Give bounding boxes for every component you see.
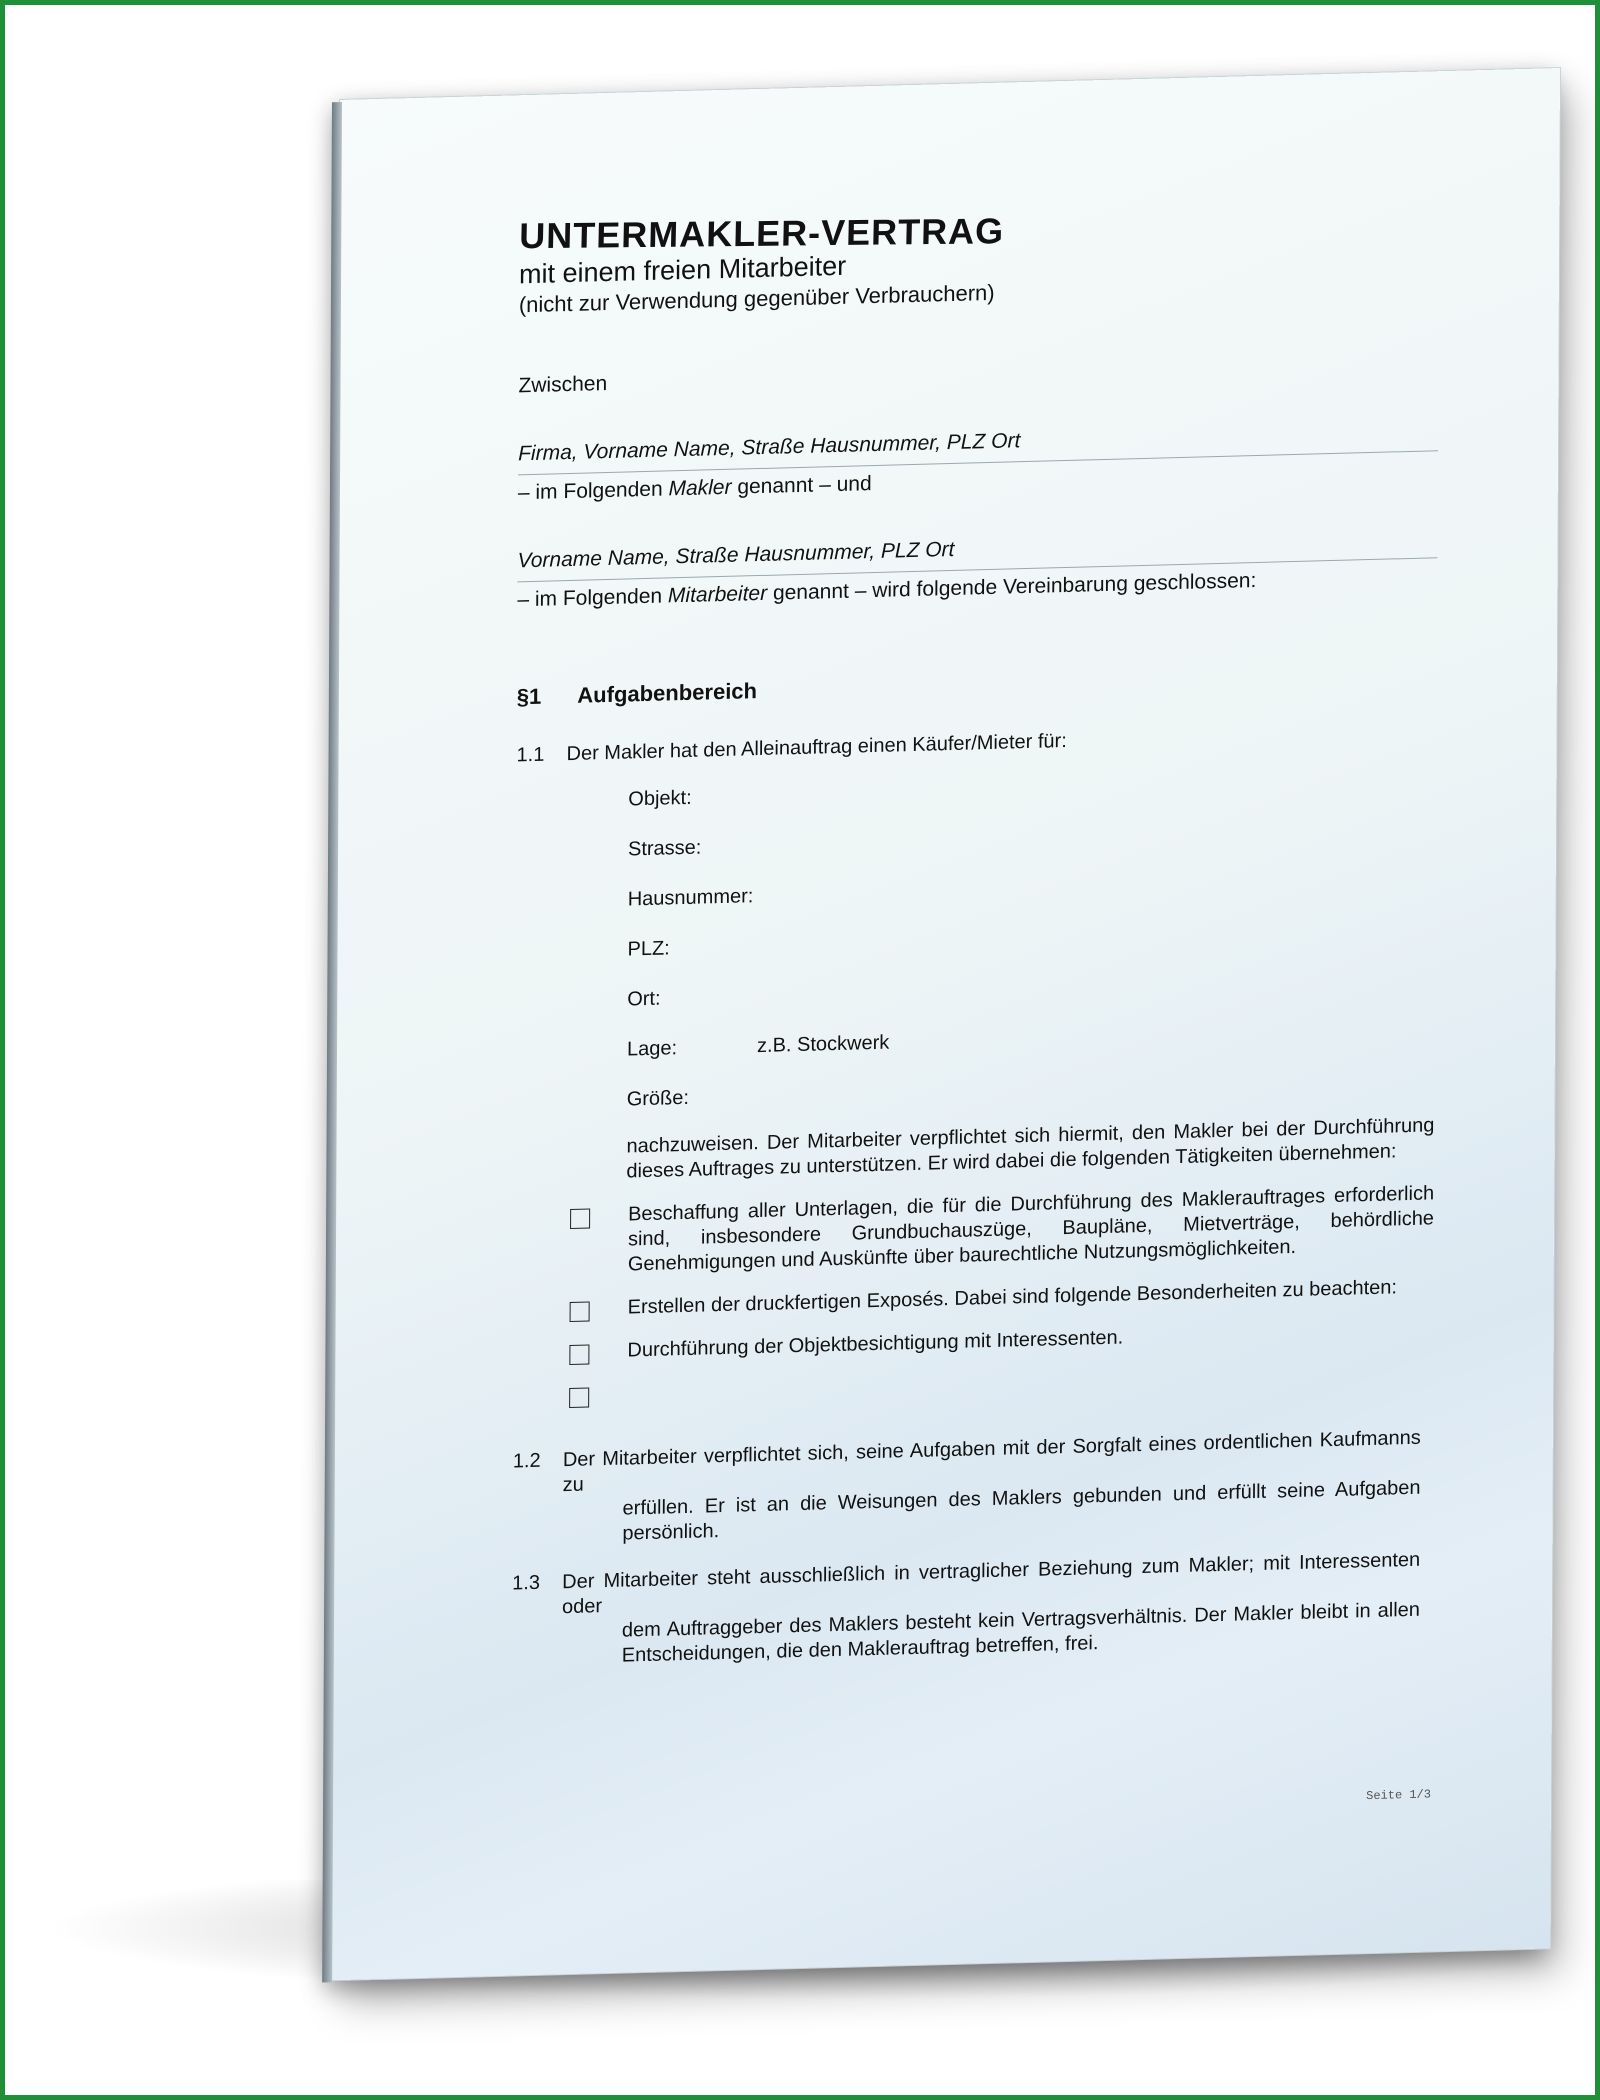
party2-role-post: genannt – wird folgende Vereinbarung geschlossen:: [767, 569, 1257, 605]
party2-role-pre: – im Folgenden: [517, 584, 669, 612]
field-label: Lage:: [626, 1036, 678, 1060]
party1-role-post: genannt – und: [731, 472, 872, 499]
document-note: (nicht zur Verwendung gegenüber Verbrauchern): [518, 279, 995, 318]
section-1-title: Aufgabenbereich: [577, 678, 758, 708]
task-text: Durchführung der Objektbesichtigung mit Interessenten.: [627, 1326, 1124, 1362]
party2-role-em: Mitarbeiter: [667, 581, 768, 608]
page-number: Seite 1/3: [1366, 1787, 1431, 1804]
party2-field: Vorname Name, Straße Hausnummer, PLZ Ort: [517, 537, 955, 573]
clause-1-2-first-line: Der Mitarbeiter verpflichtet sich, seine Aufgaben mit der Sorgfalt eines ordentlichen Kaufmanns zu: [562, 1426, 1421, 1497]
clause-1-3-first-line: Der Mitarbeiter steht ausschließlich in vertraglicher Beziehung zum Makler; mit Interessenten oder: [562, 1548, 1421, 1619]
task-item: [570, 1181, 1434, 1279]
document-page: [330, 68, 1560, 1980]
party1-field: Firma, Vorname Name, Straße Hausnummer, PLZ Ort: [518, 429, 1021, 466]
task-item: [569, 1317, 1433, 1365]
field-label: Hausnummer:: [627, 884, 754, 910]
field-label: Objekt:: [628, 786, 692, 810]
field-label: Größe:: [626, 1086, 690, 1111]
field-hint: z.B. Stockwerk: [756, 1031, 890, 1057]
checkbox[interactable]: [569, 1387, 589, 1408]
clause-1-1-continuation: nachzuweisen. Der Mitarbeiter verpflichtet sich hiermit, den Makler bei der Durchführung dieses Auftrages zu unterstützen. Er wird dabei die folgenden Tätigkeiten übernehmen:: [626, 1114, 1435, 1183]
task-item: [570, 1274, 1434, 1322]
clause-1-1-number: 1.1: [516, 743, 545, 767]
party1-role-pre: – im Folgenden: [517, 477, 669, 505]
field-label: Strasse:: [627, 836, 702, 860]
clause-1-2-rest: erfüllen. Er ist an die Weisungen des Maklers gebunden und erfüllt seine Aufgaben persönlich.: [622, 1476, 1421, 1545]
checkbox[interactable]: [570, 1301, 590, 1322]
document-subtitle: mit einem freien Mitarbeiter: [518, 250, 847, 290]
document-content: [512, 191, 1440, 1671]
field-label: Ort:: [627, 987, 661, 1010]
between-label: Zwischen: [518, 372, 608, 398]
clause-1-3-rest: dem Auftraggeber des Maklers besteht kein Vertragsverhältnis. Der Makler bleibt in allen Entscheidungen, die den Maklerauftrag betreffen, frei.: [621, 1598, 1420, 1667]
document-title: UNTERMAKLER-VERTRAG: [518, 210, 1005, 257]
field-label: PLZ:: [627, 936, 670, 960]
clause-1-3-text: [562, 1548, 1421, 1670]
task-text: Erstellen der druckfertigen Exposés. Dabei sind folgende Besonderheiten zu beachten:: [627, 1276, 1398, 1319]
clause-1-1-text: Der Makler hat den Alleinauftrag einen Käufer/Mieter für:: [566, 729, 1067, 766]
task-text: Beschaffung aller Unterlagen, die für die Durchführung des Maklerauftrages erforderlich sind, insbesondere Grundbuchauszüge, Baupläne, Mietverträge, behördliche Genehmigungen und Auskünfte über baurechtliche Nutzungsmöglichkeiten.: [627, 1182, 1435, 1276]
party1-role-em: Makler: [668, 475, 732, 501]
checkbox[interactable]: [570, 1208, 590, 1229]
checkbox[interactable]: [569, 1344, 589, 1365]
section-1-number: §1: [516, 683, 542, 710]
task-text: [627, 1360, 1433, 1381]
clause-1-2-number: 1.2: [512, 1449, 541, 1473]
clause-1-3-number: 1.3: [512, 1571, 541, 1595]
